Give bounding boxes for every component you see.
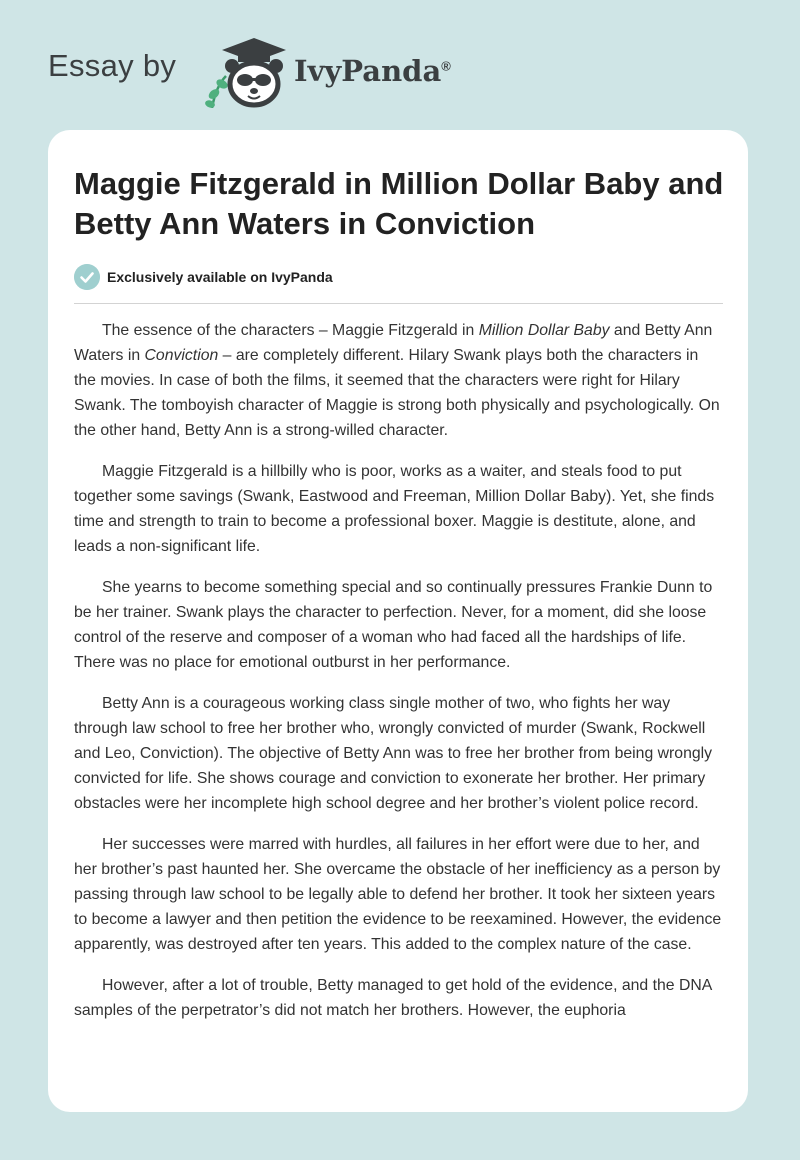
- divider: [74, 303, 723, 304]
- paragraph-5: Her successes were marred with hurdles, all failures in her effort were due to her, and her brother’s past haunted her. She overcame the obstacle of her inefficiency as a person by passing through law school to be legally able to defend her brother. It took her sixteen years to become a lawyer and then petition the evidence to be reexamined. However, the evidence apparently, was destroyed after ten years. This added to the complex nature of the case.: [74, 836, 722, 953]
- ivypanda-brand-name[interactable]: IvyPanda®: [294, 54, 451, 88]
- paragraph-3: She yearns to become something special and so continually pressures Frankie Dunn to be her trainer. Swank plays the character to perfection. Never, for a moment, did she loose control of the reserve and composer of a woman who had faced all the hardships of life. There was no place for emotional outburst in her performance.: [74, 579, 713, 671]
- checkmark-icon: [74, 264, 100, 290]
- paragraph-4: Betty Ann is a courageous working class single mother of two, who fights her way through law school to free her brother who, wrongly convicted of murder (Swank, Rockwell and Leo, Conviction). The objective of Betty Ann was to free her brother from being wrongly convicted for life. She shows courage and conviction to exonerate her brother. Her primary obstacles were her incomplete high school degree and her brother’s violent police record.: [74, 695, 713, 812]
- paragraph-2: Maggie Fitzgerald is a hillbilly who is poor, works as a waiter, and steals food to put together some savings (Swank, Eastwood and Freeman, Million Dollar Baby). Yet, she finds time and strength to train to become a professional boxer. Maggie is destitute, alone, and leads a non-significant life.: [74, 463, 715, 555]
- film-title-million-dollar-baby: Million Dollar Baby: [478, 322, 610, 339]
- exclusive-badge-label: Exclusively available on IvyPanda: [107, 269, 333, 285]
- essay-card: [48, 130, 748, 1112]
- site-header: [48, 36, 508, 106]
- paragraph-1: The essence of the characters – Maggie Fitzgerald in Million Dollar Baby and Betty Ann Waters in Conviction – are completely different. Hilary Swank plays both the characters in the movies. In case of both the films, it seemed that the characters were right for Hilary Swank. The tomboyish character of Maggie is strong both physically and psychologically. On the other hand, Betty Ann is a strong-willed character.: [74, 322, 720, 439]
- essay-by-label: Essay by: [48, 48, 177, 83]
- essay-title: Maggie Fitzgerald in Million Dollar Baby and Betty Ann Waters in Conviction: [74, 166, 724, 241]
- paragraph-6: However, after a lot of trouble, Betty managed to get hold of the evidence, and the DNA samples of the perpetrator’s did not match her brothers. However, the euphoria: [74, 977, 712, 1019]
- essay-body: [74, 318, 724, 1039]
- ivypanda-panda-icon: [202, 36, 292, 108]
- film-title-conviction: Conviction: [144, 347, 219, 364]
